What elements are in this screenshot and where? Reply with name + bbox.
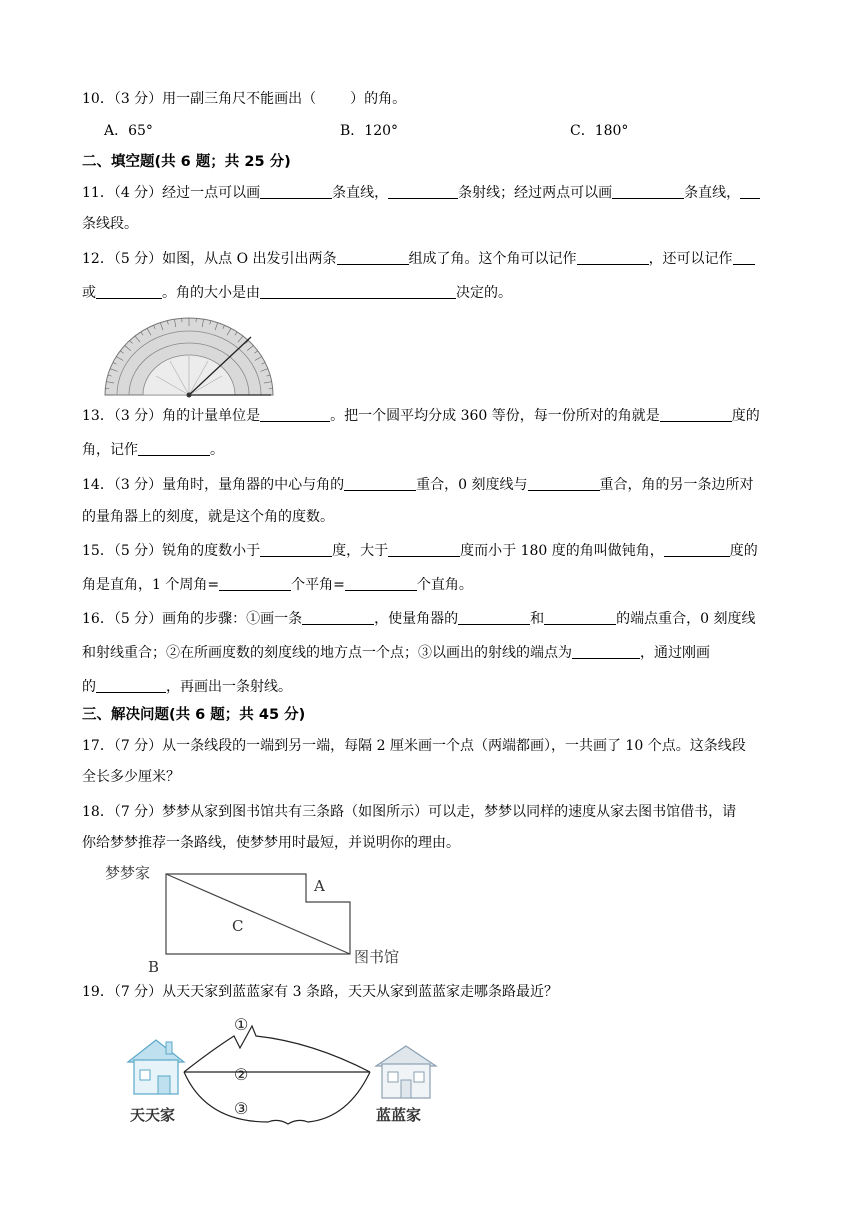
route-map-figure: [100, 858, 420, 978]
answer-blank[interactable]: [344, 476, 416, 491]
q10-option-c: C．180°: [570, 123, 629, 139]
q10-text: 10．（3 分）用一副三角尺不能画出（: [82, 91, 317, 107]
answer-blank[interactable]: [577, 250, 649, 265]
q11-line: 条线段。: [82, 216, 138, 232]
q14-line: 14．（3 分）量角时，量角器的中心与角的 重合，0 刻度线与 重合，角的另一条边所对: [82, 477, 754, 493]
section-heading-fill: 二、填空题(共 6 题；共 25 分): [82, 154, 291, 170]
q16-line: 的 ，再画出一条射线。: [82, 679, 292, 695]
answer-blank[interactable]: [388, 184, 458, 199]
library-label: 图书馆: [354, 948, 400, 966]
answer-blank[interactable]: [260, 184, 332, 199]
route-c-label: C: [232, 917, 244, 935]
answer-blank[interactable]: [260, 407, 330, 422]
three-routes-figure: [122, 1014, 442, 1134]
answer-blank[interactable]: [337, 250, 409, 265]
section-heading-solve: 三、解决问题(共 6 题；共 45 分): [82, 707, 306, 723]
answer-blank[interactable]: [96, 284, 162, 299]
q15-line: 15．（5 分）锐角的度数小于 度，大于 度而小于 180 度的角叫做钝角， 度的: [82, 543, 758, 559]
q19-line: 19．（7 分）从天天家到蓝蓝家有 3 条路，天天从家到蓝蓝家走哪条路最近？: [82, 984, 558, 1000]
home-label: 梦梦家: [105, 864, 151, 882]
answer-blank[interactable]: [260, 284, 456, 299]
answer-blank[interactable]: [612, 184, 684, 199]
q16-line: 和射线重合；②在所画度数的刻度线的地方点一个点；③以画出的射线的端点为 ，通过刚画: [82, 645, 710, 661]
q11-line: 11．（4 分）经过一点可以画 条直线， 条射线；经过两点可以画 条直线，: [82, 184, 760, 202]
house-icon: [376, 1046, 436, 1098]
answer-blank[interactable]: [740, 184, 760, 199]
answer-blank[interactable]: [219, 576, 291, 591]
route-b-label: B: [148, 958, 160, 976]
q13-line: 角，记作 。: [82, 442, 224, 458]
q18-line: 18．（7 分）梦梦从家到图书馆共有三条路（如图所示）可以走，梦梦以同样的速度从家去图书馆借书，请: [82, 804, 737, 820]
lanlan-home-label: 蓝蓝家: [376, 1106, 422, 1124]
house-icon: [128, 1040, 184, 1094]
q16-line: 16．（5 分）画角的步骤：①画一条 ，使量角器的 和 的端点重合，0 刻度线: [82, 611, 756, 627]
answer-blank[interactable]: [138, 441, 210, 456]
answer-blank[interactable]: [458, 610, 530, 625]
answer-blank[interactable]: [96, 678, 166, 693]
q12-line: 12．（5 分）如图，从点 O 出发引出两条 组成了角。这个角可以记作 ，还可以记作: [82, 250, 755, 268]
q14-line: 的量角器上的刻度，就是这个角的度数。: [82, 509, 334, 525]
protractor-figure: [103, 316, 275, 398]
answer-blank[interactable]: [733, 250, 755, 265]
route-a-label: A: [314, 877, 325, 895]
answer-blank[interactable]: [302, 610, 374, 625]
q10-option-a: A．65°: [104, 123, 153, 139]
route-3-label: ③: [234, 1099, 249, 1118]
q18-line: 你给梦梦推荐一条路线，使梦梦用时最短，并说明你的理由。: [82, 835, 460, 851]
answer-blank[interactable]: [660, 407, 732, 422]
q10-stem: [82, 90, 406, 108]
answer-blank[interactable]: [544, 610, 616, 625]
answer-blank[interactable]: [260, 542, 332, 557]
answer-blank[interactable]: [572, 644, 640, 659]
route-2-label: ②: [234, 1065, 249, 1084]
q17-line: 17．（7 分）从一条线段的一端到另一端，每隔 2 厘米画一个点（两端都画），一共画了 10 个点。这条线段: [82, 738, 746, 754]
q17-line: 全长多少厘米？: [82, 769, 180, 785]
q10-text: ）的角。: [350, 91, 407, 107]
q15-line: 角是直角，1 个周角= 个平角= 个直角。: [82, 577, 473, 593]
q10-option-b: B．120°: [340, 123, 399, 139]
q12-line: 或 。角的大小是由 决定的。: [82, 285, 512, 301]
q13-line: 13．（3 分）角的计量单位是 。把一个圆平均分成 360 等份，每一份所对的角就是 度的: [82, 408, 760, 424]
answer-blank[interactable]: [388, 542, 460, 557]
answer-blank[interactable]: [528, 476, 600, 491]
route-1-label: ①: [234, 1015, 249, 1034]
answer-blank[interactable]: [345, 576, 417, 591]
tiantian-home-label: 天天家: [130, 1106, 176, 1124]
answer-blank[interactable]: [664, 542, 730, 557]
